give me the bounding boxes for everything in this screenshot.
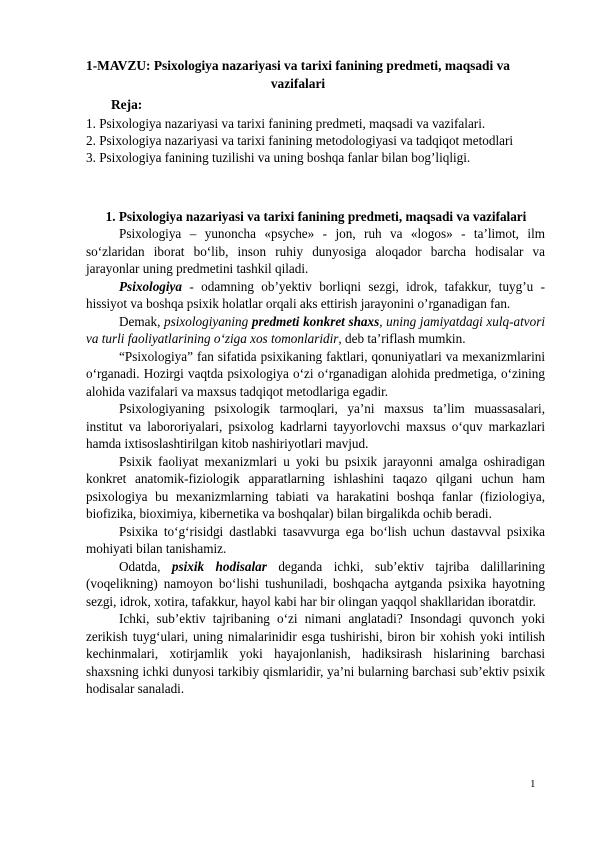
plan-item: 2. Psixologiya nazariyasi va tarixi fanining metodologiyasi va tadqiqot metodlari: [86, 133, 514, 148]
plan-item: 1. Psixologiya nazariyasi va tarixi fanining predmeti, maqsadi va vazifalari.: [86, 116, 486, 131]
paragraph: Odatda, psixik hodisalar deganda ichki, sub’ektiv tajriba dalillarining (voqelikning) namoyon bo‘lishi tushuniladi, boshqacha aytganda psixika hayotning sezgi, idrok, xotira, tafakkur, hayol kabi har bir olingan yaqqol shakllaridan iboratdir.: [86, 558, 545, 609]
paragraph: Psixologiyaning psixologik tarmoqlari, ya’ni maxsus ta’lim muassasalari, institut va labororiyalari, psixolog kadrlarni tayyorlovchi maxsus o‘quv markazlari hamda ixtisoslashtirilgan kitob nashiriyotlari mavjud.: [86, 401, 545, 451]
paragraph: Demak, psixologiyaning predmeti konkret shaxs, uning jamiyatdagi xulq-atvori va turli faoliyatlarining o‘ziga xos tomonlaridir, deb ta’riflash mumkin.: [86, 313, 546, 346]
term-psixologiya: Psixologiya: [119, 278, 183, 294]
paragraph: Psixologiya - odamning ob’yektiv borliqni sezgi, idrok, tafakkur, tuyg’u - hissiyot va boshqa psixik holatlar orqali aks ettirish jarayonini o’rganadigan fan.: [86, 278, 545, 311]
plan-list: [86, 115, 546, 166]
section-heading: 1. Psixologiya nazariyasi va tarixi fanining predmeti, maqsadi va vazifalari: [105, 209, 527, 224]
term-psixik-hodisalar: psixik hodisalar: [171, 558, 267, 574]
page-number: 1: [530, 778, 536, 790]
plan-heading: Reja:: [111, 97, 143, 112]
body-text: [86, 225, 545, 698]
plan-item: 3. Psixologiya fanining tuzilishi va uning boshqa fanlar bilan bog’liqligi.: [86, 150, 471, 165]
paragraph: Psixik faoliyat mexanizmlari u yoki bu psixik jarayonni amalga oshiradigan konkret anatomik-fiziologik apparatlarning ishlashini taqazo qilgani uchun ham psixologiya bu mexanizmlarning tabiati va harakatini boshqa fanlar (fiziologiya, biofizika, bioximiya, kibernetika va boshqalar) bilan birgalikda ochib beradi.: [86, 453, 545, 521]
paragraph: “Psixologiya” fan sifatida psixikaning faktlari, qonuniyatlari va mexanizmlarini o‘rganadi. Hozirgi vaqtda psixologiya o‘zi o‘rganadigan alohida predmetiga, o‘zining alohida vazifalari va maxsus tadqiqot metodlariga egadir.: [86, 348, 545, 399]
term-predmet: predmeti konkret shaxs: [251, 313, 380, 329]
document-title: 1-MAVZU: Psixologiya nazariyasi va tarixi fanining predmeti, maqsadi va vazifalari: [86, 58, 510, 91]
paragraph: Psixika to‘g‘risidgi dastlabki tasavvurga ega bo‘lish uchun dastavval psixika mohiyati bilan tanishamiz.: [86, 523, 545, 556]
paragraph: Psixologiya – yunoncha «psyche» - jon, ruh va «logos» - ta’limot, ilm so‘zlaridan iborat bo‘lib, inson ruhiy dunyosiga aloqador barcha hodisalar va jarayonlar uning predmetini tashkil qiladi.: [86, 226, 545, 276]
paragraph: Ichki, sub’ektiv tajribaning o‘zi nimani anglatadi? Insondagi quvonch yoki zerikish tuyg‘ulari, uning nimalarinidir esga tushirishi, biron bir xohish yoki intilish kechinmalari, xotirjamlik yoki hayajonlanish, hadiksirash hislarining barchasi shaxsning ichki dunyosi tarkibiy qismlaridir, ya’ni bularning barchasi sub’ektiv psixik hodisalar sanaladi.: [86, 611, 545, 696]
